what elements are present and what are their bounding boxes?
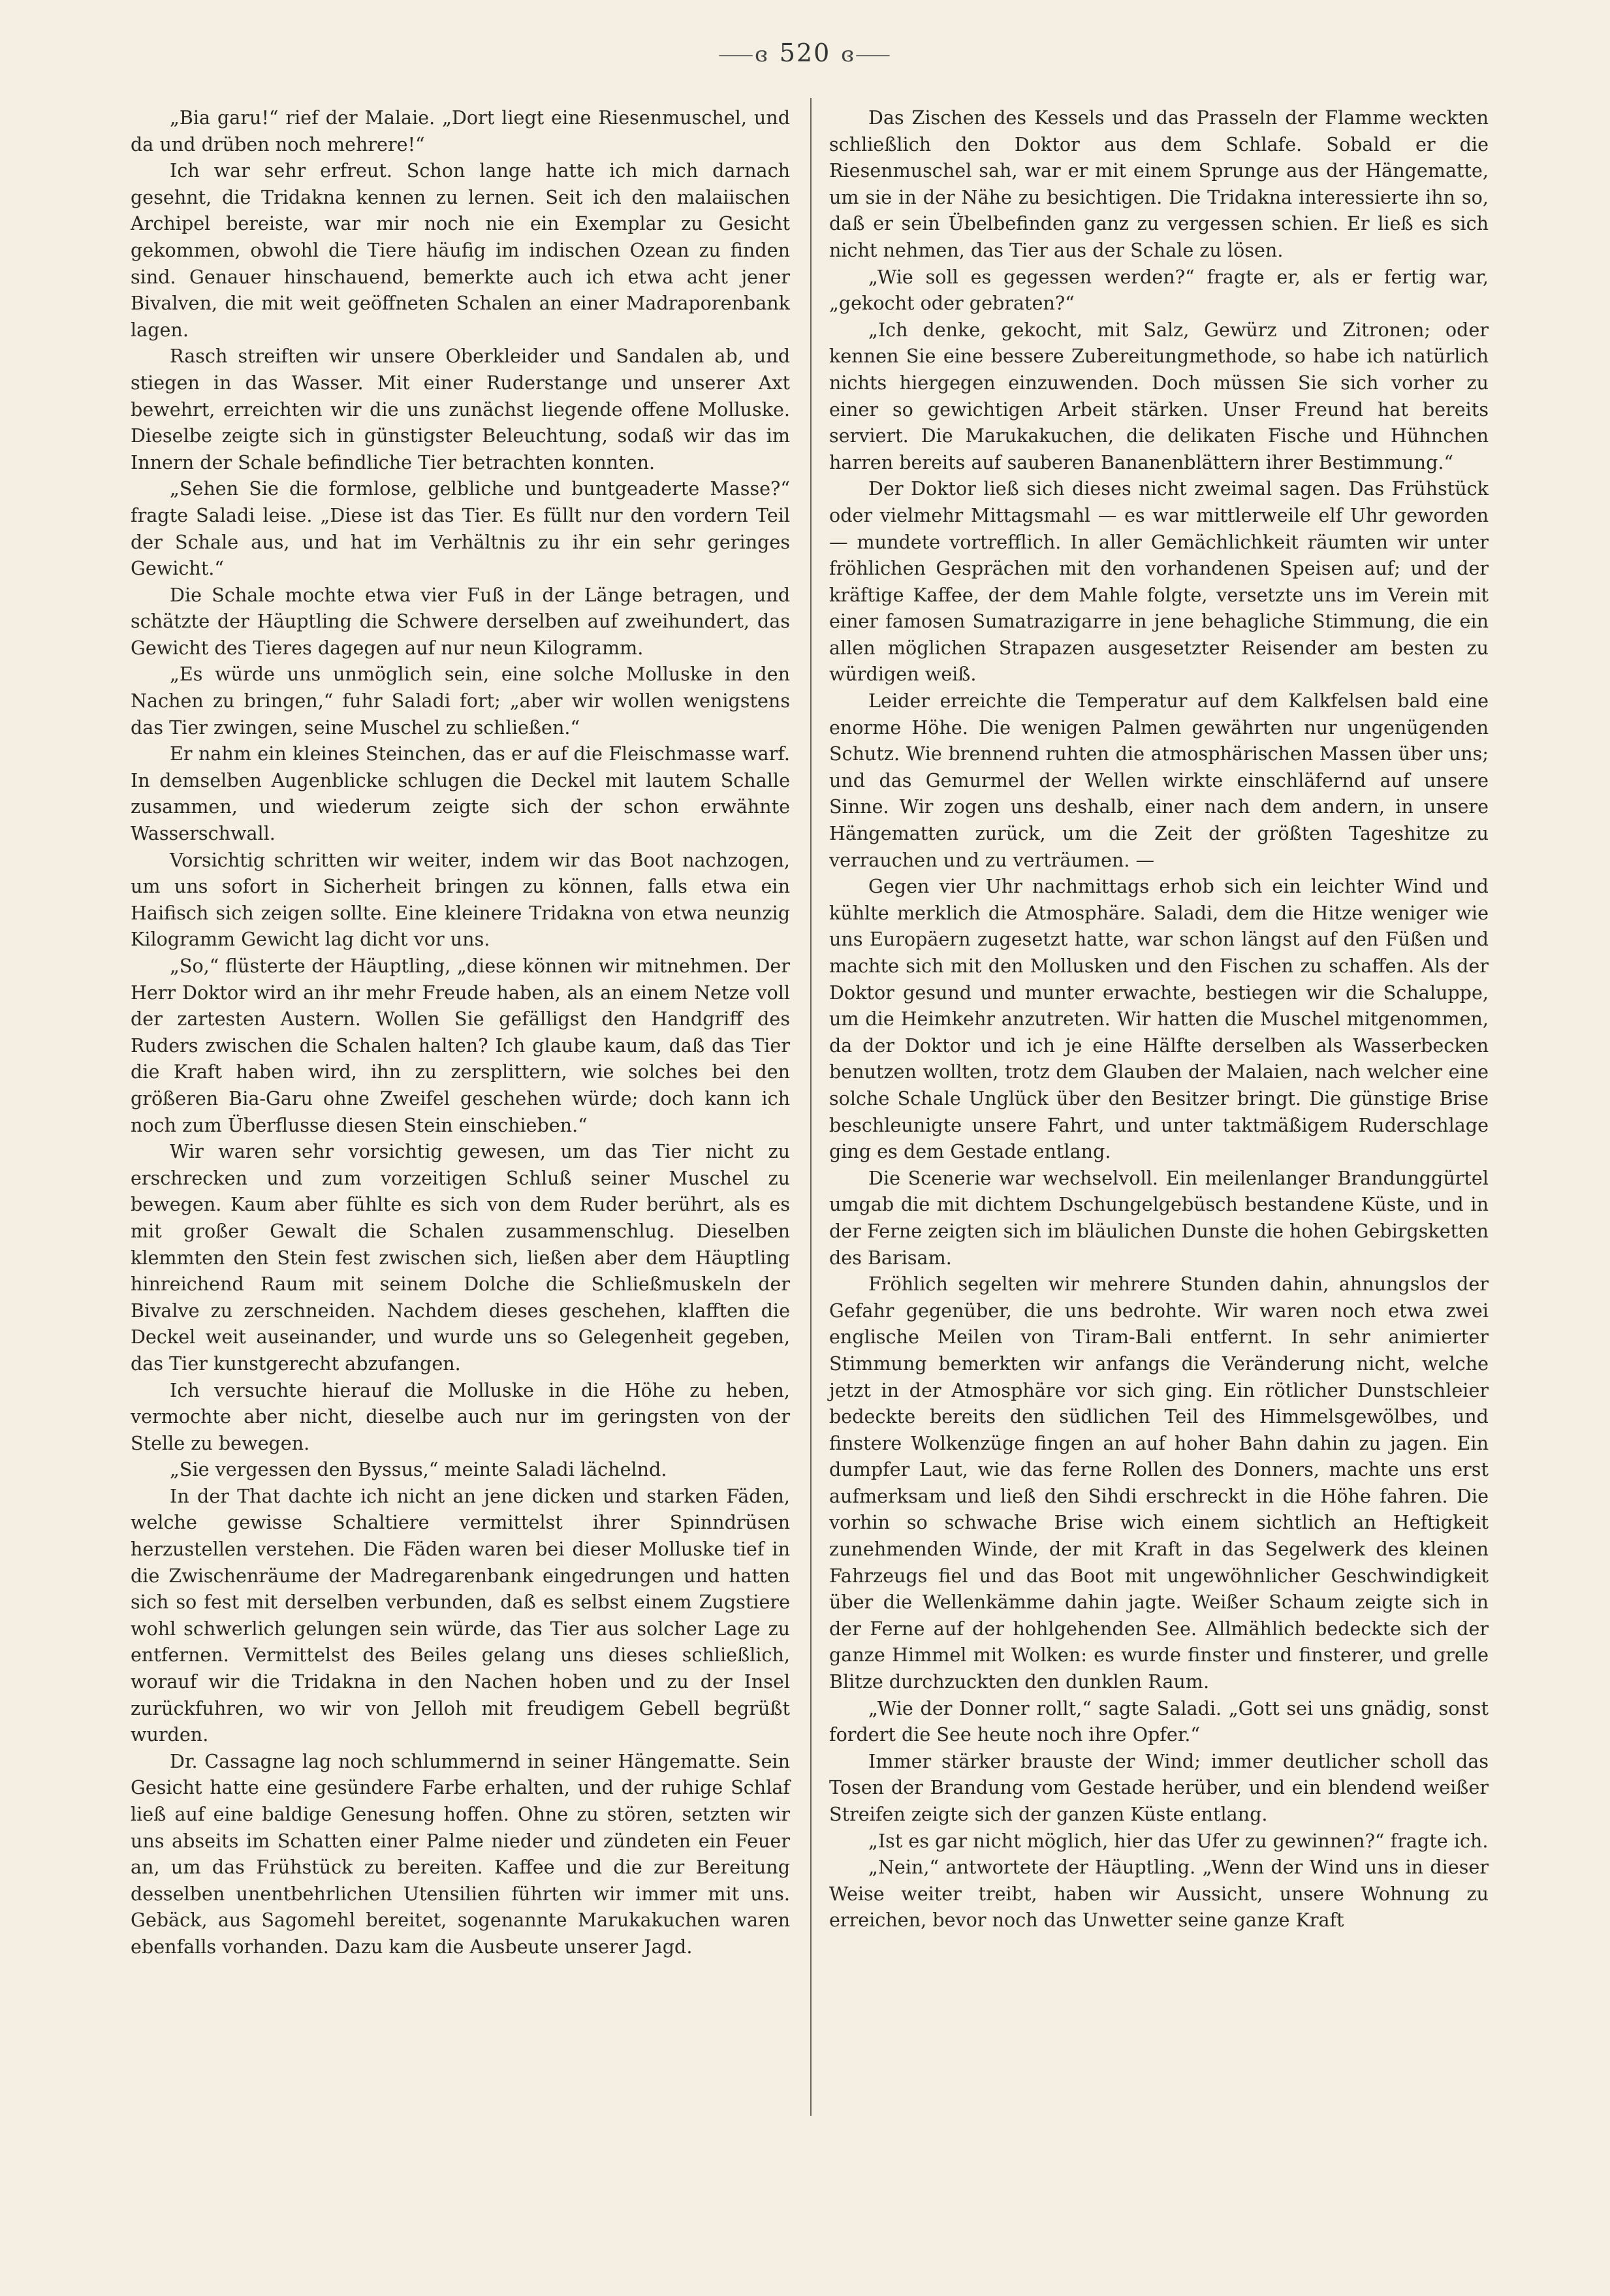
paragraph: Immer stärker brauste der Wind; immer deutlicher scholl das Tosen der Brandung vom Gestade herüber, und ein blendend weißer Streifen zeigte sich der ganzen Küste entlang. xyxy=(829,1749,1489,1825)
paragraph: Die Scenerie war wechselvoll. Ein meilenlanger Brandunggürtel umgab die mit dichtem Dschungelgebüsch bestandene Küste, und in der Ferne zeigten sich im bläulichen Dunste die hohen Gebirgsketten des Barisam. xyxy=(829,1166,1489,1269)
paragraph: „Es würde uns unmöglich sein, eine solche Molluske in den Nachen zu bringen,“ fuhr Saladi fort; „aber wir wollen wenigstens das Tier zwingen, seine Muschel zu schließen.“ xyxy=(131,663,790,739)
paragraph: Fröhlich segelten wir mehrere Stunden dahin, ahnungslos der Gefahr gegenüber, die uns bedrohte. Wir waren noch etwa zwei englische Meilen von Tiram-Bali entfernt. In sehr animierter Stimmung bemerkten wir anfangs die Veränderung nicht, welche jetzt in der Atmosphäre vor sich ging. Ein rötlicher Dunstschleier bedeckte bereits den südlichen Teil des Himmelsgewölbes, und finstere Wolkenzüge fingen an auf hoher Bahn dahin zu jagen. Ein dumpfer Laut, wie das ferne Rollen des Donners, machte uns erst aufmerksam und ließ den Sihdi erschreckt in die Höhe fahren. Die vorhin so schwache Brise wich einem sichtlich an Heftigkeit zunehmenden Winde, der mit Kraft in das Segelwerk des kleinen Fahrzeugs fiel und das Boot mit ungewöhnlicher Geschwindigkeit über die Wellenkämme dahin jagte. Weißer Schaum zeigte sich in der Ferne auf der hohlgehenden See. Allmählich bedeckte sich der ganze Himmel mit Wolken: es wurde finster und finsterer, und grelle Blitze durchzuckten den dunklen Raum. xyxy=(829,1273,1489,1693)
paragraph: Leider erreichte die Temperatur auf dem Kalkfelsen bald eine enorme Höhe. Die wenigen Palmen gewährten nur ungenügenden Schutz. Wie brennend ruhten die atmosphärischen Massen über uns; und das Gemurmel der Wellen wirkte einschläfernd auf unsere Sinne. Wir zogen uns deshalb, einer nach dem andern, in unsere Hängematten zurück, um die Zeit der größten Tageshitze zu verrauchen und zu verträumen. — xyxy=(829,690,1489,871)
paragraph: Ich war sehr erfreut. Schon lange hatte ich mich darnach gesehnt, die Tridakna kennen zu lernen. Seit ich den malaiischen Archipel bereiste, war mir noch nie ein Exemplar zu Gesicht gekommen, obwohl die Tiere häufig im indischen Ozean zu finden sind. Genauer hinschauend, bemerkte auch ich etwa acht jener Bivalven, die mit weit geöffneten Schalen an einer Madraporenbank lagen. xyxy=(131,159,790,341)
paragraph: Wir waren sehr vorsichtig gewesen, um das Tier nicht zu erschrecken und zum vorzeitigen Schluß seiner Muschel zu bewegen. Kaum aber fühlte es sich von dem Ruder berührt, als es mit großer Gewalt die Schalen zusammenschlug. Dieselben klemmten den Stein fest zwischen sich, ließen aber dem Häuptling hinreichend Raum mit seinem Dolche die Schließmuskeln der Bivalve zu zerschneiden. Nachdem dieses geschehen, klafften die Deckel weit auseinander, und wurde uns so Gelegenheit gegeben, das Tier kunstgerecht abzufangen. xyxy=(131,1140,790,1375)
paragraph: Das Zischen des Kessels und das Prasseln der Flamme weckten schließlich den Doktor aus dem Schlafe. Sobald er die Riesenmuschel sah, war er mit einem Sprunge aus der Hängematte, um sie in der Nähe zu besichtigen. Die Tridakna interessierte ihn so, daß er sein Übelbefinden ganz zu vergessen schien. Er ließ es sich nicht nehmen, das Tier aus der Schale zu lösen. xyxy=(829,106,1489,261)
ornament-left: ⸺ɞ xyxy=(718,42,769,67)
paragraph: Die Schale mochte etwa vier Fuß in der Länge betragen, und schätzte der Häuptling die Schwere derselben auf zweihundert, das Gewicht des Tieres dagegen auf nur neun Kilogramm. xyxy=(131,583,790,659)
paragraph: Rasch streiften wir unsere Oberkleider und Sandalen ab, und stiegen in das Wasser. Mit einer Ruderstange und unserer Axt bewehrt, erreichten wir die uns zunächst liegende offene Molluske. Dieselbe zeigte sich in günstigster Beleuchtung, sodaß wir das im Innern der Schale befindliche Tier betrachten konnten. xyxy=(131,345,790,473)
paragraph: „Nein,“ antwortete der Häuptling. „Wenn der Wind uns in dieser Weise weiter treibt, haben wir Aussicht, unsere Wohnung zu erreichen, bevor noch das Unwetter seine ganze Kraft xyxy=(829,1856,1489,1932)
paragraph: „Sie vergessen den Byssus,“ meinte Saladi lächelnd. xyxy=(170,1458,667,1481)
page-number: 520 xyxy=(779,39,831,67)
paragraph: Ich versuchte hierauf die Molluske in die Höhe zu heben, vermochte aber nicht, dieselbe auch nur im geringsten von der Stelle zu bewegen. xyxy=(131,1379,790,1454)
paragraph: Der Doktor ließ sich dieses nicht zweimal sagen. Das Frühstück oder vielmehr Mittagsmahl — es war mittlerweile elf Uhr geworden — mundete vortrefflich. In aller Gemächlichkeit räumten wir unter fröhlichen Gesprächen mit den vorhandenen Speisen auf; und der kräftige Kaffee, der dem Mahle folgte, versetzte uns im Verein mit einer famosen Sumatrazigarre in jene behagliche Stimmung, die ein allen möglichen Strapazen ausgesetzter Reisender am besten zu würdigen weiß. xyxy=(829,477,1489,686)
ornament-right: ɞ⸺ xyxy=(841,42,892,67)
paragraph: „Ich denke, gekocht, mit Salz, Gewürz und Zitronen; oder kennen Sie eine bessere Zubereitungmethode, so habe ich natürlich nichts hiergegen einzuwenden. Doch müssen Sie sich vorher zu einer so gewichtigen Arbeit stärken. Unser Freund hat bereits serviert. Die Marukakuchen, die delikaten Fische und Hühnchen harren bereits auf sauberen Bananenblättern ihrer Bestimmung.“ xyxy=(829,318,1489,473)
paragraph: „So,“ flüsterte der Häuptling, „diese können wir mitnehmen. Der Herr Doktor wird an ihr mehr Freude haben, als an einem Netze voll der zartesten Austern. Wollen Sie gefälligst den Handgriff des Ruders zwischen die Schalen halten? Ich glaube kaum, daß das Tier die Kraft haben wird, ihn zu zersplittern, wie solches bei den größeren Bia-Garu ohne Zweifel geschehen würde; doch kann ich noch zum Überflusse diesen Stein einschieben.“ xyxy=(131,955,790,1136)
paragraph: „Sehen Sie die formlose, gelbliche und buntgeaderte Masse?“ fragte Saladi leise. „Diese ist das Tier. Es füllt nur den vordern Teil der Schale aus, und hat im Verhältnis zu ihr ein sehr geringes Gewicht.“ xyxy=(131,477,790,580)
paragraph: Er nahm ein kleines Steinchen, das er auf die Fleischmasse warf. In demselben Augenblicke schlugen die Deckel mit lautem Schalle zusammen, und wiederum zeigte sich der schon erwähnte Wasserschwall. xyxy=(131,742,790,845)
paragraph: „Bia garu!“ rief der Malaie. „Dort liegt eine Riesenmuschel, und da und drüben noch mehrere!“ xyxy=(131,106,790,155)
paragraph: In der That dachte ich nicht an jene dicken und starken Fäden, welche gewisse Schaltiere vermittelst ihrer Spinndrüsen herzustellen verstehen. Die Fäden waren bei dieser Molluske tief in die Zwischenräume der Madregarenbank eingedrungen und hatten sich so fest mit derselben verbunden, daß es selbst einem Zugstiere wohl schwerlich gelungen sein würde, das Tier aus solcher Lage zu entfernen. Vermittelst des Beiles gelang uns dieses schließlich, worauf wir die Tridakna in den Nachen hoben und zu der Insel zurückfuhren, wo wir von Jelloh mit freudigem Gebell begrüßt wurden. xyxy=(131,1484,790,1746)
column-divider xyxy=(810,98,812,2116)
right-column xyxy=(829,104,1489,1934)
page-header xyxy=(0,38,1610,68)
paragraph: Vorsichtig schritten wir weiter, indem wir das Boot nachzogen, um uns sofort in Sicherheit bringen zu können, falls etwa ein Haifisch sich zeigen sollte. Eine kleinere Tridakna von etwa neunzig Kilogramm Gewicht lag dicht vor uns. xyxy=(131,848,790,951)
paragraph: „Wie soll es gegessen werden?“ fragte er, als er fertig war, „gekocht oder gebraten?“ xyxy=(829,265,1489,315)
paragraph: Dr. Cassagne lag noch schlummernd in seiner Hängematte. Sein Gesicht hatte eine gesündere Farbe erhalten, und der ruhige Schlaf ließ auf eine baldige Genesung hoffen. Ohne zu stören, setzten wir uns abseits im Schatten einer Palme nieder und zündeten ein Feuer an, um das Frühstück zu bereiten. Kaffee und die zur Bereitung desselben unentbehrlichen Utensilien führten wir immer mit uns. Gebäck, aus Sagomehl bereitet, sogenannte Marukakuchen waren ebenfalls vorhanden. Dazu kam die Ausbeute unserer Jagd. xyxy=(131,1749,790,1958)
paragraph: „Wie der Donner rollt,“ sagte Saladi. „Gott sei uns gnädig, sonst fordert die See heute noch ihre Opfer.“ xyxy=(829,1697,1489,1746)
paragraph: „Ist es gar nicht möglich, hier das Ufer zu gewinnen?“ fragte ich. xyxy=(868,1829,1489,1852)
paragraph: Gegen vier Uhr nachmittags erhob sich ein leichter Wind und kühlte merklich die Atmosphäre. Saladi, dem die Hitze weniger wie uns Europäern zugesetzt hatte, war schon längst auf den Füßen und machte sich mit den Mollusken und den Fischen zu schaffen. Als der Doktor gesund und munter erwachte, bestiegen wir die Schaluppe, um die Heimkehr anzutreten. Wir hatten die Muschel mitgenommen, da der Doktor und ich je eine Hälfte derselben als Wasserbecken benutzen wollten, trotz dem Glauben der Malaien, nach welcher eine solche Schale Unglück über den Besitzer bringt. Die günstige Brise beschleunigte unsere Fahrt, und unter taktmäßigem Ruderschlage ging es dem Gestade entlang. xyxy=(829,875,1489,1163)
left-column xyxy=(131,104,790,1960)
